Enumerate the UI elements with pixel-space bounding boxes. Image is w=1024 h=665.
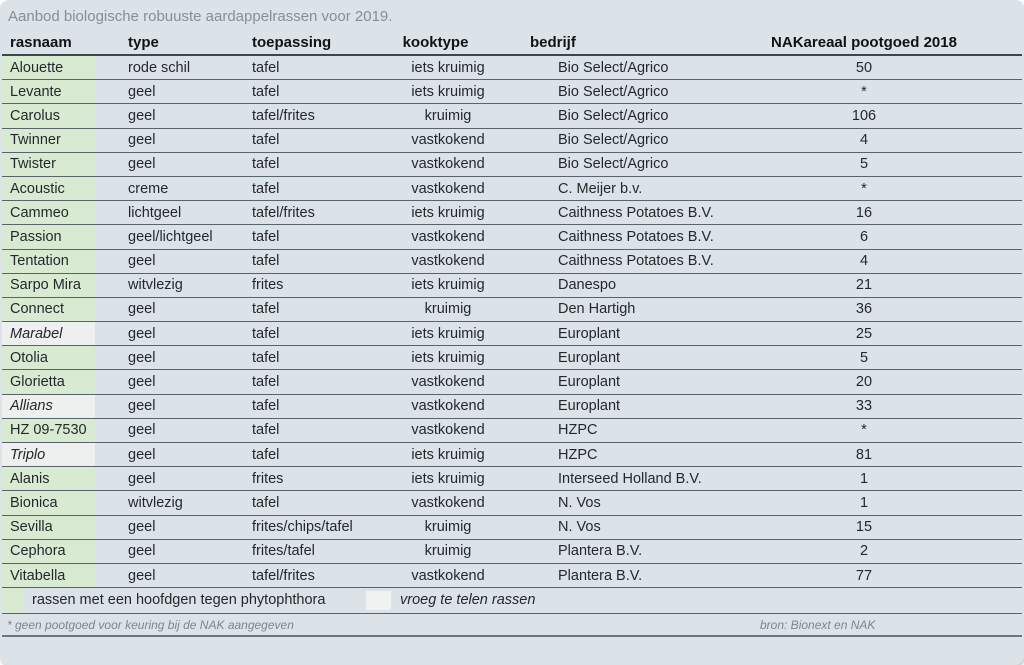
cell-kooktype: vastkokend	[378, 152, 518, 176]
cell-toepassing: tafel	[245, 394, 378, 418]
cell-nak: 2	[742, 539, 1022, 563]
early-varieties-swatch	[366, 591, 391, 610]
cell-bedrijf: Europlant	[518, 322, 742, 346]
cell-nak: 36	[742, 297, 1022, 321]
phytophthora-legend-label: rassen met een hoofdgen tegen phytophthora	[32, 592, 326, 609]
cell-kooktype: vastkokend	[378, 563, 518, 587]
cell-type: geel	[95, 394, 245, 418]
cell-rasnaam: Cephora	[2, 539, 95, 563]
cell-rasnaam: Sevilla	[2, 515, 95, 539]
cell-nak: 5	[742, 346, 1022, 370]
cell-type: lichtgeel	[95, 201, 245, 225]
cell-rasnaam: Marabel	[2, 322, 95, 346]
cell-rasnaam: Vitabella	[2, 563, 95, 587]
cell-type: geel	[95, 539, 245, 563]
cell-type: geel	[95, 322, 245, 346]
cell-toepassing: tafel	[245, 443, 378, 467]
cell-bedrijf: Bio Select/Agrico	[518, 104, 742, 128]
cell-toepassing: tafel	[245, 491, 378, 515]
cell-kooktype: vastkokend	[378, 249, 518, 273]
cell-type: geel	[95, 370, 245, 394]
cell-toepassing: tafel	[245, 55, 378, 80]
cell-type: geel	[95, 152, 245, 176]
cell-type: witvlezig	[95, 273, 245, 297]
cell-kooktype: iets kruimig	[378, 467, 518, 491]
table-row	[2, 515, 1022, 539]
cell-type: geel	[95, 297, 245, 321]
cell-rasnaam: Alouette	[2, 55, 95, 80]
cell-bedrijf: N. Vos	[518, 491, 742, 515]
cell-kooktype: iets kruimig	[378, 322, 518, 346]
cell-nak: 16	[742, 201, 1022, 225]
table-row	[2, 443, 1022, 467]
column-header-kooktype: kooktype	[378, 30, 518, 55]
cell-nak: 6	[742, 225, 1022, 249]
header-row	[2, 30, 1022, 55]
column-header-bedrijf: bedrijf	[518, 30, 742, 55]
early-varieties-legend-label: vroeg te telen rassen	[400, 592, 536, 609]
cell-toepassing: tafel/frites	[245, 563, 378, 587]
cell-rasnaam: Allians	[2, 394, 95, 418]
cell-type: geel	[95, 104, 245, 128]
cell-kooktype: vastkokend	[378, 491, 518, 515]
cell-bedrijf: HZPC	[518, 443, 742, 467]
cell-type: geel	[95, 443, 245, 467]
cell-nak: 5	[742, 152, 1022, 176]
cell-type: geel/lichtgeel	[95, 225, 245, 249]
table-row	[2, 297, 1022, 321]
cell-toepassing: tafel	[245, 225, 378, 249]
cell-rasnaam: Tentation	[2, 249, 95, 273]
cell-type: geel	[95, 249, 245, 273]
cell-kooktype: iets kruimig	[378, 201, 518, 225]
cell-rasnaam: Alanis	[2, 467, 95, 491]
table-row	[2, 128, 1022, 152]
cell-bedrijf: Bio Select/Agrico	[518, 55, 742, 80]
cell-bedrijf: Den Hartigh	[518, 297, 742, 321]
cell-rasnaam: Twister	[2, 152, 95, 176]
cell-rasnaam: Passion	[2, 225, 95, 249]
table-row	[2, 80, 1022, 104]
cell-nak: 20	[742, 370, 1022, 394]
cell-rasnaam: Otolia	[2, 346, 95, 370]
cell-rasnaam: Cammeo	[2, 201, 95, 225]
cell-kooktype: kruimig	[378, 515, 518, 539]
cell-bedrijf: Danespo	[518, 273, 742, 297]
table-row	[2, 55, 1022, 80]
table-row	[2, 152, 1022, 176]
cell-toepassing: tafel	[245, 249, 378, 273]
cell-kooktype: iets kruimig	[378, 80, 518, 104]
cell-nak: 4	[742, 128, 1022, 152]
column-header-type: type	[95, 30, 245, 55]
cell-toepassing: tafel	[245, 152, 378, 176]
cell-bedrijf: N. Vos	[518, 515, 742, 539]
cell-kooktype: vastkokend	[378, 370, 518, 394]
cell-kooktype: iets kruimig	[378, 273, 518, 297]
cell-type: geel	[95, 418, 245, 442]
cell-nak: 15	[742, 515, 1022, 539]
table-row	[2, 418, 1022, 442]
cell-kooktype: kruimig	[378, 539, 518, 563]
cell-rasnaam: Bionica	[2, 491, 95, 515]
legend	[2, 588, 1022, 614]
cell-toepassing: tafel	[245, 370, 378, 394]
cell-toepassing: frites	[245, 273, 378, 297]
cell-rasnaam: Twinner	[2, 128, 95, 152]
cell-nak: 33	[742, 394, 1022, 418]
cell-kooktype: iets kruimig	[378, 55, 518, 80]
cell-kooktype: kruimig	[378, 297, 518, 321]
cell-kooktype: vastkokend	[378, 176, 518, 200]
cell-rasnaam: Levante	[2, 80, 95, 104]
cell-toepassing: tafel	[245, 322, 378, 346]
cell-bedrijf: HZPC	[518, 418, 742, 442]
potato-varieties-table	[2, 30, 1022, 588]
source-credit: bron: Bionext en NAK	[760, 618, 876, 633]
cell-bedrijf: Plantera B.V.	[518, 539, 742, 563]
cell-toepassing: frites/tafel	[245, 539, 378, 563]
cell-bedrijf: Europlant	[518, 370, 742, 394]
cell-bedrijf: C. Meijer b.v.	[518, 176, 742, 200]
cell-toepassing: tafel/frites	[245, 104, 378, 128]
cell-nak: 77	[742, 563, 1022, 587]
column-header-toepassing: toepassing	[245, 30, 378, 55]
cell-rasnaam: Carolus	[2, 104, 95, 128]
cell-nak: 50	[742, 55, 1022, 80]
cell-type: geel	[95, 346, 245, 370]
cell-type: geel	[95, 128, 245, 152]
table-row	[2, 346, 1022, 370]
cell-type: witvlezig	[95, 491, 245, 515]
cell-type: geel	[95, 467, 245, 491]
cell-rasnaam: Glorietta	[2, 370, 95, 394]
cell-bedrijf: Bio Select/Agrico	[518, 80, 742, 104]
cell-kooktype: vastkokend	[378, 394, 518, 418]
cell-nak: 21	[742, 273, 1022, 297]
cell-toepassing: tafel	[245, 297, 378, 321]
cell-nak: 4	[742, 249, 1022, 273]
cell-kooktype: vastkokend	[378, 418, 518, 442]
cell-bedrijf: Europlant	[518, 394, 742, 418]
cell-bedrijf: Europlant	[518, 346, 742, 370]
column-header-nak-areaal: NAKareaal pootgoed 2018	[742, 30, 1022, 55]
cell-type: geel	[95, 80, 245, 104]
cell-type: creme	[95, 176, 245, 200]
cell-type: geel	[95, 515, 245, 539]
table-row	[2, 176, 1022, 200]
table-row	[2, 394, 1022, 418]
table-row	[2, 467, 1022, 491]
cell-rasnaam: Connect	[2, 297, 95, 321]
cell-nak: 25	[742, 322, 1022, 346]
cell-nak: 106	[742, 104, 1022, 128]
cell-rasnaam: Sarpo Mira	[2, 273, 95, 297]
cell-rasnaam: Acoustic	[2, 176, 95, 200]
cell-toepassing: tafel	[245, 176, 378, 200]
cell-type: geel	[95, 563, 245, 587]
table-row	[2, 539, 1022, 563]
cell-toepassing: tafel	[245, 128, 378, 152]
cell-toepassing: tafel/frites	[245, 201, 378, 225]
table-row	[2, 370, 1022, 394]
cell-nak: 1	[742, 467, 1022, 491]
cell-nak: 1	[742, 491, 1022, 515]
cell-kooktype: kruimig	[378, 104, 518, 128]
table-row	[2, 225, 1022, 249]
phytophthora-swatch	[2, 588, 24, 613]
cell-bedrijf: Caithness Potatoes B.V.	[518, 249, 742, 273]
cell-kooktype: iets kruimig	[378, 443, 518, 467]
table-row	[2, 563, 1022, 587]
cell-kooktype: vastkokend	[378, 128, 518, 152]
cell-toepassing: tafel	[245, 80, 378, 104]
cell-rasnaam: Triplo	[2, 443, 95, 467]
table-row	[2, 104, 1022, 128]
cell-nak: 81	[742, 443, 1022, 467]
table-row	[2, 249, 1022, 273]
table-row	[2, 491, 1022, 515]
table-row	[2, 201, 1022, 225]
table-row	[2, 273, 1022, 297]
cell-type: rode schil	[95, 55, 245, 80]
cell-rasnaam: HZ 09-7530	[2, 418, 95, 442]
column-header-rasnaam: rasnaam	[2, 30, 95, 55]
cell-toepassing: tafel	[245, 418, 378, 442]
cell-kooktype: vastkokend	[378, 225, 518, 249]
cell-bedrijf: Caithness Potatoes B.V.	[518, 201, 742, 225]
page-title: Aanbod biologische robuuste aardappelrassen voor 2019.	[8, 8, 393, 25]
cell-nak: *	[742, 176, 1022, 200]
footer	[2, 614, 1022, 637]
cell-bedrijf: Bio Select/Agrico	[518, 128, 742, 152]
cell-bedrijf: Bio Select/Agrico	[518, 152, 742, 176]
cell-kooktype: iets kruimig	[378, 346, 518, 370]
cell-toepassing: tafel	[245, 346, 378, 370]
table-row	[2, 322, 1022, 346]
cell-nak: *	[742, 80, 1022, 104]
asterisk-footnote: * geen pootgoed voor keuring bij de NAK aangegeven	[7, 618, 294, 633]
cell-bedrijf: Caithness Potatoes B.V.	[518, 225, 742, 249]
cell-nak: *	[742, 418, 1022, 442]
cell-bedrijf: Interseed Holland B.V.	[518, 467, 742, 491]
cell-toepassing: frites/chips/tafel	[245, 515, 378, 539]
cell-toepassing: frites	[245, 467, 378, 491]
cell-bedrijf: Plantera B.V.	[518, 563, 742, 587]
